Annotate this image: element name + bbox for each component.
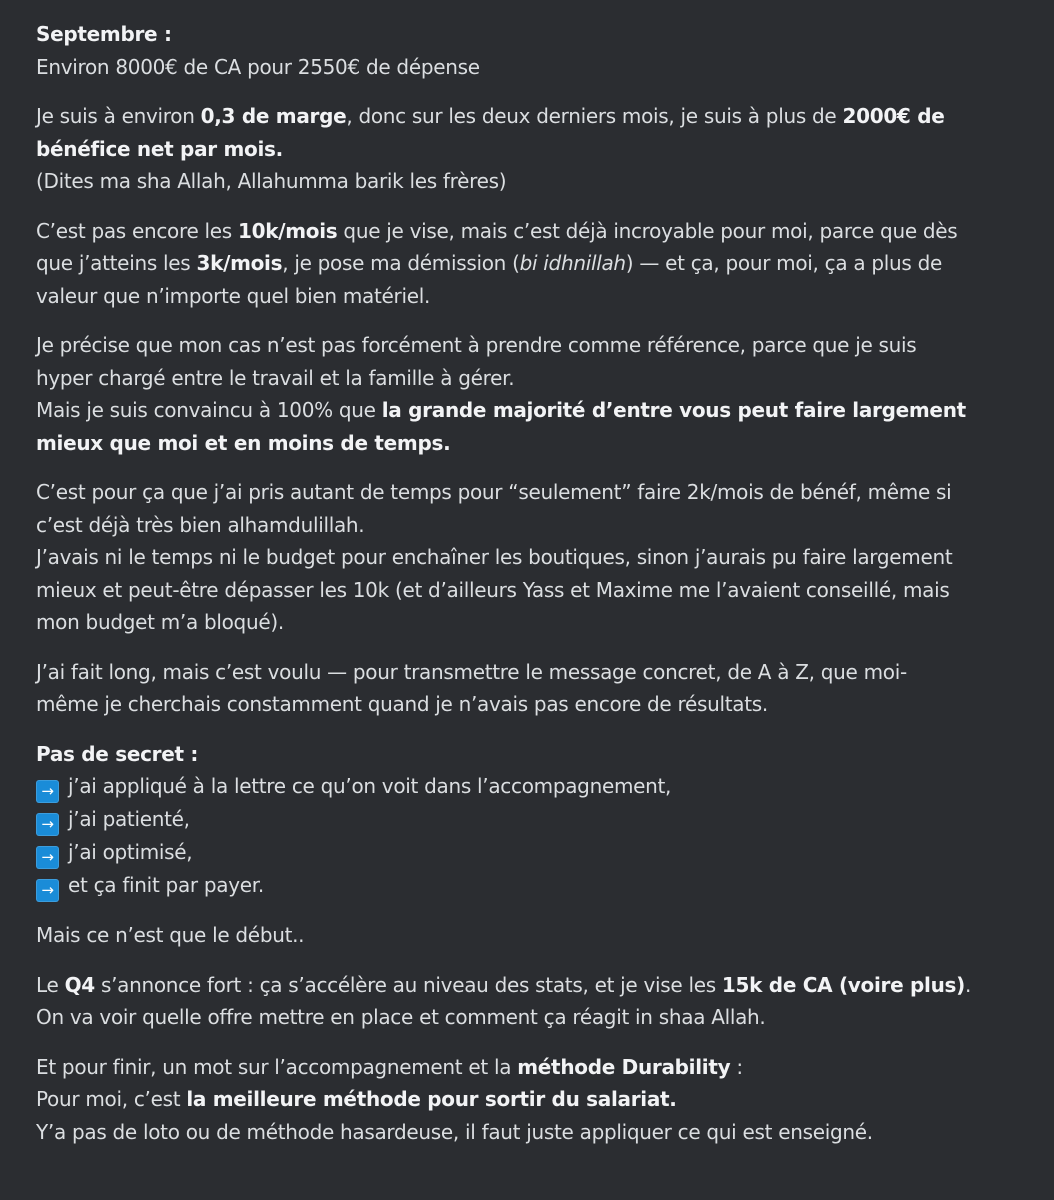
- text: Le: [36, 972, 65, 997]
- paragraph-margin: [36, 100, 1026, 198]
- text: mon budget m’a bloqué).: [36, 610, 284, 634]
- list-item-text: j’ai optimisé,: [68, 840, 193, 864]
- text: , je pose ma démission (: [282, 251, 520, 275]
- no-secret-heading: Pas de secret :: [36, 741, 199, 766]
- text: Je précise que mon cas n’est pas forcément à prendre comme référence, parce que je suis: [36, 333, 917, 357]
- text: J’avais ni le temps ni le budget pour enchaîner les boutiques, sinon j’aurais pu faire largement: [36, 545, 953, 569]
- text: c’est déjà très bien alhamdulillah.: [36, 512, 365, 537]
- bold-text: 3k/mois: [196, 251, 283, 275]
- bold-text: 15k de CA (voire plus): [721, 972, 965, 997]
- text: Pour moi, c’est: [36, 1087, 187, 1111]
- paragraph-q4: [36, 969, 1026, 1034]
- list-item: [36, 869, 1026, 902]
- right-arrow-icon: →: [36, 846, 59, 869]
- list-item: [36, 803, 1026, 836]
- paragraph-long: [36, 656, 1026, 721]
- message-content: [36, 18, 1026, 1165]
- text: .: [964, 972, 972, 997]
- list-item-text: et ça finit par payer.: [68, 873, 264, 897]
- list-item: [36, 770, 1026, 803]
- text: s’annonce fort : ça s’accélère au niveau des stats, et je vise les: [94, 972, 722, 997]
- text: que je vise, mais c’est déjà incroyable pour moi, parce que dès: [337, 218, 958, 243]
- text: C’est pas encore les: [36, 218, 238, 243]
- text: J’ai fait long, mais c’est voulu — pour transmettre le message concret, de A à Z, que moi-: [36, 659, 907, 684]
- list-item-text: j’ai patienté,: [68, 807, 190, 831]
- paragraph-no-secret: [36, 738, 1026, 903]
- bold-text: méthode Durability: [517, 1054, 731, 1079]
- september-heading: Septembre :: [36, 22, 172, 46]
- bold-text: 0,3 de marge: [200, 104, 347, 128]
- paragraph-beginning: [36, 919, 1026, 952]
- paragraph-goal: [36, 215, 1026, 313]
- text: On va voir quelle offre mettre en place et comment ça réagit in shaa Allah.: [36, 1005, 766, 1029]
- text: même je cherchais constamment quand je n’avais pas encore de résultats.: [36, 692, 768, 716]
- text: Et pour finir, un mot sur l’accompagnement et la: [36, 1054, 518, 1079]
- list-item: [36, 836, 1026, 869]
- revenue-line: Environ 8000€ de CA pour 2550€ de dépense: [36, 54, 480, 79]
- bold-text: mieux que moi et en moins de temps.: [36, 430, 451, 455]
- paragraph-time: [36, 476, 1026, 639]
- bold-text: Q4: [64, 972, 95, 997]
- bold-text: 10k/mois: [237, 218, 338, 243]
- bold-text: 2000€ de: [842, 104, 945, 128]
- text: Y’a pas de loto ou de méthode hasardeuse, il faut juste appliquer ce qui est enseigné.: [36, 1119, 873, 1144]
- right-arrow-icon: →: [36, 813, 59, 836]
- bold-text: bénéfice net par mois.: [36, 136, 283, 161]
- text: :: [730, 1054, 743, 1079]
- text: Mais ce n’est que le début..: [36, 923, 305, 947]
- right-arrow-icon: →: [36, 879, 59, 902]
- text: hyper chargé entre le travail et la famille à gérer.: [36, 365, 515, 390]
- paragraph-method: [36, 1051, 1026, 1149]
- text: valeur que n’importe quel bien matériel.: [36, 283, 431, 308]
- bold-text: la grande majorité d’entre vous peut faire largement: [381, 398, 966, 422]
- text: Je suis à environ: [36, 104, 201, 128]
- paragraph-precision: [36, 329, 1026, 459]
- text: que j’atteins les: [36, 251, 197, 275]
- paragraph-september: [36, 18, 1026, 83]
- text: ) — et ça, pour moi, ça a plus de: [625, 251, 942, 275]
- text: Mais je suis convaincu à 100% que: [36, 398, 382, 422]
- bold-text: la meilleure méthode pour sortir du salariat.: [186, 1087, 677, 1111]
- text: C’est pour ça que j’ai pris autant de temps pour “seulement” faire 2k/mois de bénéf, même si: [36, 480, 952, 504]
- list-item-text: j’ai appliqué à la lettre ce qu’on voit dans l’accompagnement,: [68, 774, 672, 798]
- right-arrow-icon: →: [36, 780, 59, 803]
- text: , donc sur les deux derniers mois, je suis à plus de: [346, 104, 843, 128]
- italic-text: bi idhnillah: [519, 251, 626, 275]
- text: mieux et peut-être dépasser les 10k (et d’ailleurs Yass et Maxime me l’avaient conseillé, mais: [36, 577, 950, 602]
- text: (Dites ma sha Allah, Allahumma barik les frères): [36, 169, 507, 193]
